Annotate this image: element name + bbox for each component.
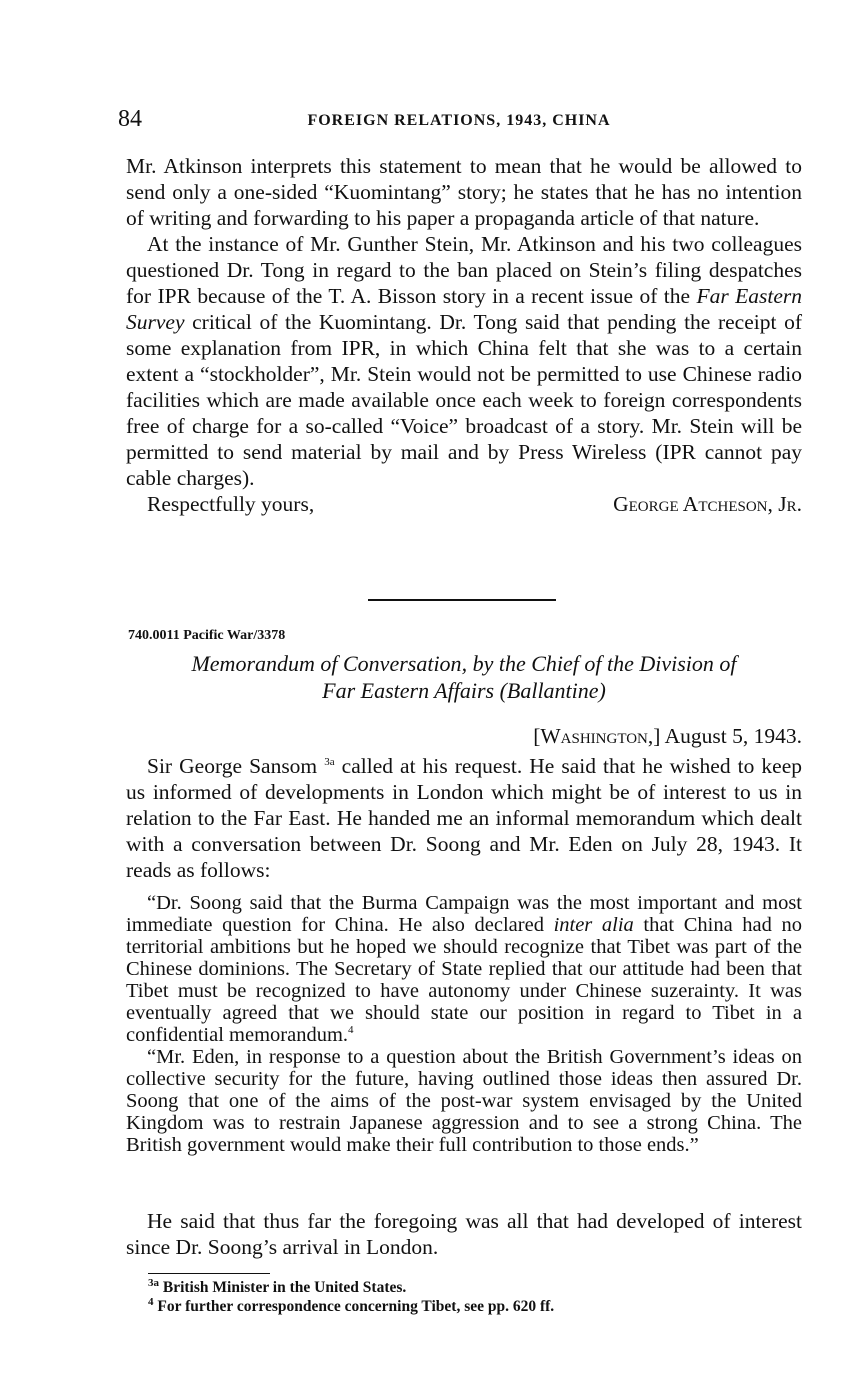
- paragraph-sansom: Sir George Sansom $^{3a}$ called at his request. He said that he wished to keep us informed of developments in London which might be of interest to us in relation to the Far East. He handed me an informal memorandum which dealt with a conversation between Dr. Soong and Mr. Eden on July 28, 1943. It reads as follows:: [126, 754, 802, 882]
- footnotes: [148, 1278, 798, 1316]
- date-place: [Washington,]: [533, 724, 661, 748]
- letter-continuation: [126, 153, 802, 517]
- date: August 5, 1943.: [664, 724, 802, 748]
- signature: George Atcheson, Jr.: [613, 492, 802, 516]
- footnote-4: $^4$ For further correspondence concerning Tibet, see pp. 620 ff.: [148, 1295, 555, 1315]
- dateline: [533, 724, 802, 749]
- closing: Respectfully yours,: [147, 492, 315, 516]
- footnote-ref: 3a: [324, 755, 335, 768]
- quote-paragraph-eden: “Mr. Eden, in response to a question about the British Government’s ideas on collective security for the future, having outlined those ideas then assured Dr. Soong that one of the aims of the post-war system envisaged by the United Kingdom was to restrain Japanese aggression and to see a strong China. The British government would make their full contribution to those ends.”: [126, 1046, 802, 1156]
- page-number: 84: [118, 106, 142, 132]
- file-number: 740.0011 Pacific War/3378: [128, 628, 286, 643]
- section-divider: [368, 599, 556, 601]
- memo-closing: [126, 1208, 802, 1260]
- footnote-divider: [148, 1273, 270, 1274]
- signature-line: [126, 491, 802, 517]
- journal-title: Far Eastern Survey: [126, 284, 803, 334]
- quoted-memorandum: [126, 892, 802, 1156]
- footnote-ref: 4: [348, 1024, 354, 1037]
- paragraph-atkinson: Mr. Atkinson interprets this statement to mean that he would be allowed to send only a one-sided “Kuomintang” story; he states that he has no intention of writing and forwarding to his paper a propaganda article of that nature.: [126, 154, 802, 230]
- paragraph-stein: At the instance of Mr. Gunther Stein, Mr. Atkinson and his two colleagues questioned Dr. Tong in regard to the ban placed on Stein’s filing despatches for IPR because of the T. A. Bisson story in a recent issue of the Far Eastern Survey critical of the Kuomintang. Dr. Tong said that pending the receipt of some explanation from IPR, in which China felt that she was to a certain extent a “stockholder”, Mr. Stein would not be permitted to use Chinese radio facilities which are made available once each week to foreign correspondents free of charge for a so-called “Voice” broadcast of a story. Mr. Stein will be permitted to send material by mail and by Press Wireless (IPR cannot pay cable charges).: [126, 232, 803, 490]
- running-title: FOREIGN RELATIONS, 1943, CHINA: [307, 112, 611, 129]
- memo-body: [126, 753, 802, 883]
- paragraph-final: He said that thus far the foregoing was all that had developed of interest since Dr. Soong’s arrival in London.: [126, 1209, 802, 1259]
- page-header: [118, 106, 800, 142]
- quote-paragraph-soong: “Dr. Soong said that the Burma Campaign was the most important and most immediate question for China. He also declared inter alia that China had no territorial ambitions but he hoped we should recognize that Tibet was part of the Chinese dominions. The Secretary of State replied that our attitude had been that Tibet must be recognized to have autonomy under Chinese suzerainty. It was eventually agreed that we should state our position in regard to Tibet in a confidential memorandum.$^4$: [126, 892, 802, 1046]
- footnote-3a: $^{3a}$ British Minister in the United States.: [148, 1276, 407, 1296]
- memo-title: Memorandum of Conversation, by the Chief of the Division of Far Eastern Affairs (Ballantine): [191, 651, 737, 703]
